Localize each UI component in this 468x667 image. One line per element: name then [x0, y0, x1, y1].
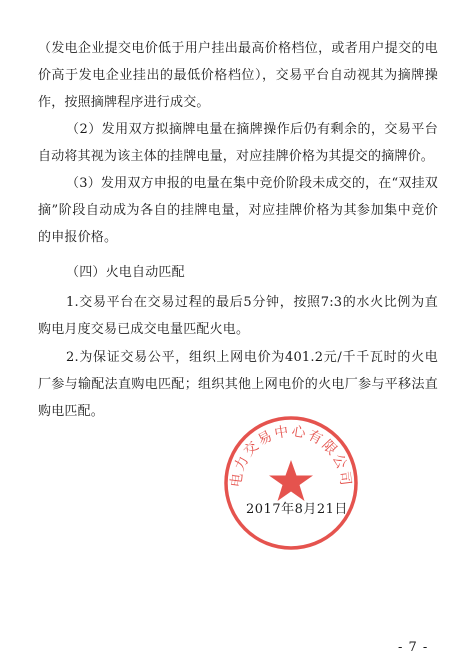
paragraph-price-matching: （发电企业提交电价低于用户挂出最高价格档位，或者用户提交的电价高于发电企业挂出的最低价格档位），交易平台自动视其为摘牌操作，按照摘牌程序进行成交。	[38, 41, 438, 110]
star-icon	[269, 460, 313, 501]
seal-text: 电力交易中心有限公司	[228, 423, 354, 489]
official-seal	[222, 414, 360, 552]
section-heading: （四）火电自动匹配	[66, 265, 185, 280]
list-item: 1.交易平台在交易过程的最后5分钟，按照7:3的水火比例为直购电月度交易已成交电量匹配火电。	[38, 295, 438, 337]
list-item: 2.为保证交易公平，组织上网电价为401.2元/千千瓦时的火电厂参与输配法直购电匹配；组织其他上网电价的火电厂参与平移法直购电匹配。	[38, 350, 438, 419]
paragraph-remaining-volume: （2）发用双方拟摘牌电量在摘牌操作后仍有剩余的，交易平台自动将其视为该主体的挂牌电量，对应挂牌价格为其提交的摘牌价。	[38, 122, 438, 164]
page-number: - 7 -	[398, 640, 429, 655]
paragraph-unmatched-bids: （3）发用双方申报的电量在集中竞价阶段未成交的，在“双挂双摘”阶段自动成为各自的挂牌电量，对应挂牌价格为其参加集中竞价的申报价格。	[38, 176, 438, 245]
signature-date: 2017年8月21日	[246, 502, 348, 517]
